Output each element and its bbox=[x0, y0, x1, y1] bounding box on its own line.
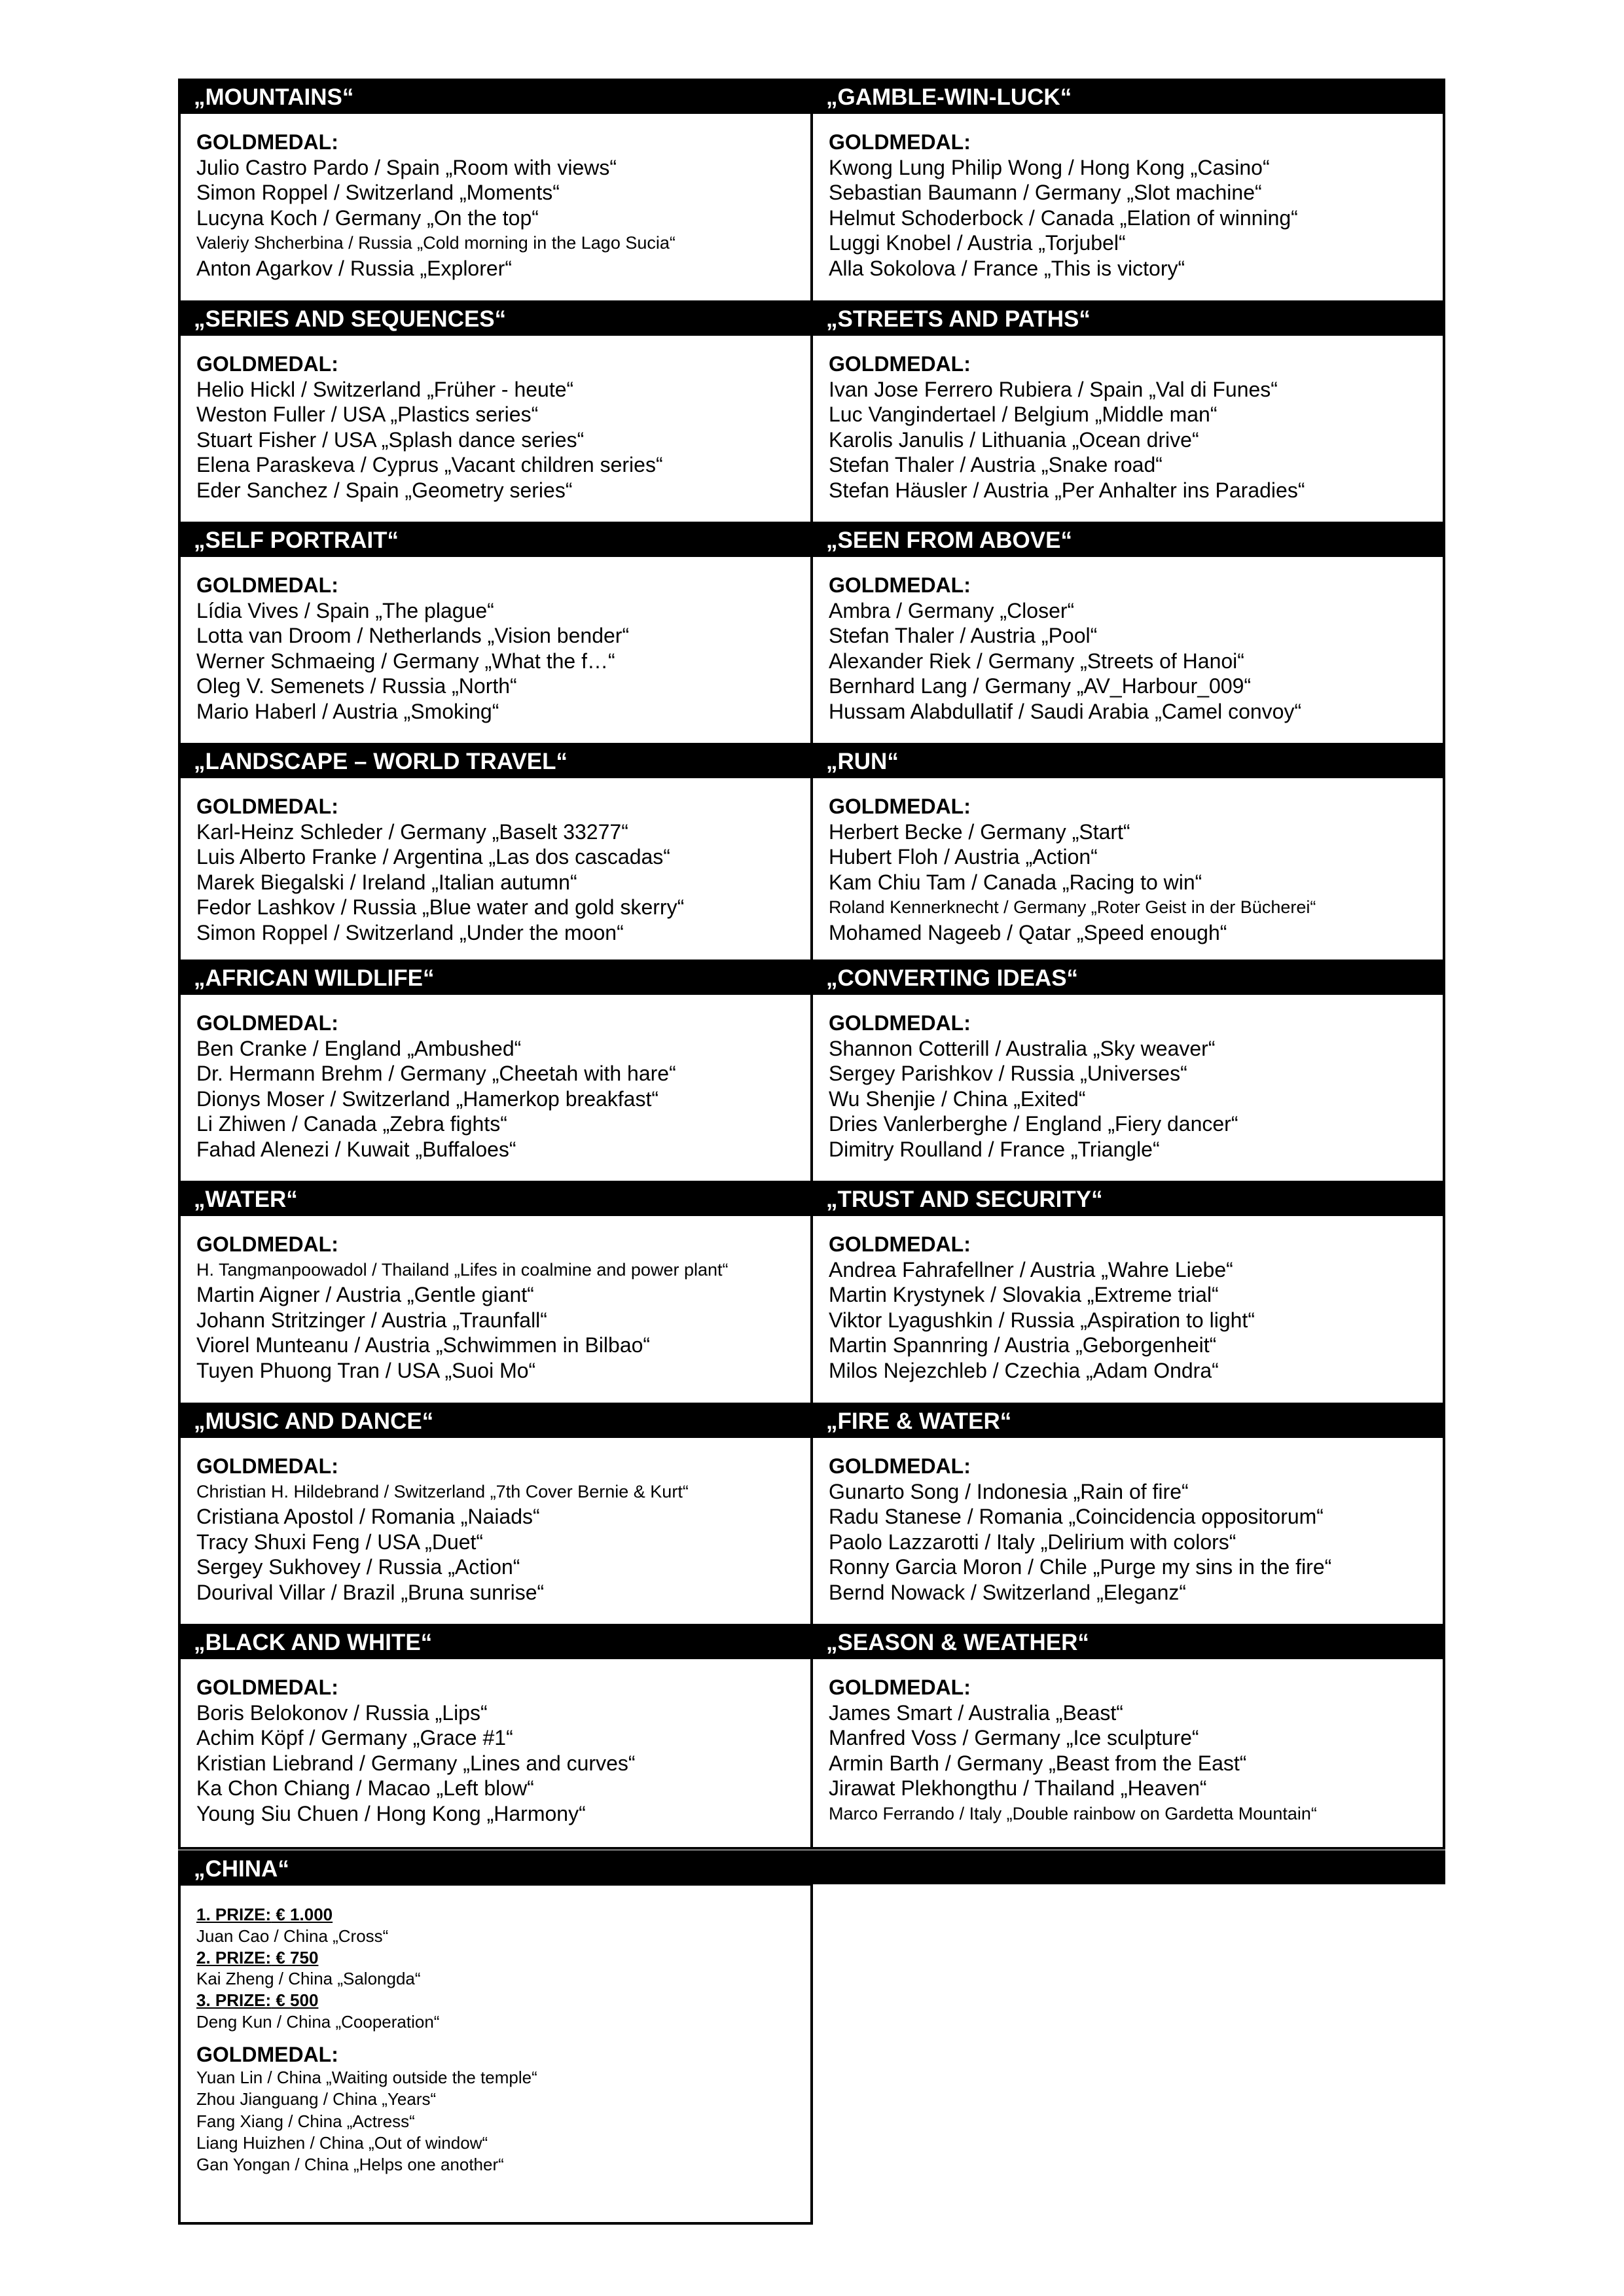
winner-entry: Tracy Shuxi Feng / USA „Duet“ bbox=[196, 1530, 484, 1554]
winner-entry: Lídia Vives / Spain „The plague“ bbox=[196, 598, 494, 622]
goldmedal-label: GOLDMEDAL: bbox=[829, 1011, 971, 1035]
winner-entry: Luggi Knobel / Austria „Torjubel“ bbox=[829, 231, 1126, 255]
goldmedal-label: GOLDMEDAL: bbox=[196, 2042, 338, 2066]
category-title: „RUN“ bbox=[813, 745, 1443, 778]
winner-list bbox=[196, 2067, 810, 2176]
category-card bbox=[810, 960, 1445, 1185]
goldmedal-label: GOLDMEDAL: bbox=[196, 573, 338, 597]
winner-entry: Li Zhiwen / Canada „Zebra fights“ bbox=[196, 1112, 507, 1136]
winner-entry: Alexander Riek / Germany „Streets of Hanoi“ bbox=[829, 649, 1244, 673]
winner-entry: Fang Xiang / China „Actress“ bbox=[196, 2111, 415, 2131]
winner-entry: Ambra / Germany „Closer“ bbox=[829, 598, 1075, 622]
category-china bbox=[178, 1850, 813, 2225]
winner-entry: Dourival Villar / Brazil „Bruna sunrise“ bbox=[196, 1580, 545, 1604]
winner-entry: Dimitry Roulland / France „Triangle“ bbox=[829, 1137, 1160, 1161]
category-body bbox=[813, 778, 1443, 946]
goldmedal-label: GOLDMEDAL: bbox=[196, 795, 338, 818]
winner-entry: Young Siu Chuen / Hong Kong „Harmony“ bbox=[196, 1801, 586, 1825]
winner-entry: Lotta van Droom / Netherlands „Vision bender“ bbox=[196, 624, 630, 648]
category-body bbox=[181, 1216, 810, 1384]
category-body bbox=[181, 557, 810, 725]
goldmedal-label: GOLDMEDAL: bbox=[196, 130, 338, 154]
category-body bbox=[181, 1659, 810, 1827]
category-body bbox=[813, 336, 1443, 503]
category-title: „WATER“ bbox=[181, 1183, 810, 1216]
category-body bbox=[813, 1659, 1443, 1827]
goldmedal-label: GOLDMEDAL: bbox=[196, 1454, 338, 1478]
winner-entry: Marco Ferrando / Italy „Double rainbow on Gardetta Mountain“ bbox=[829, 1803, 1317, 1823]
category-card bbox=[178, 960, 813, 1185]
prize-amount: € 750 bbox=[271, 1947, 319, 1967]
prize-label: 3. PRIZE: bbox=[196, 1990, 272, 2011]
winner-entry: Paolo Lazzarotti / Italy „Delirium with colors“ bbox=[829, 1530, 1236, 1554]
category-card bbox=[178, 300, 813, 526]
category-card bbox=[810, 743, 1445, 969]
category-title: „SELF PORTRAIT“ bbox=[181, 524, 810, 557]
winner-entry: Viktor Lyagushkin / Russia „Aspiration to light“ bbox=[829, 1308, 1255, 1332]
winner-entry: Jirawat Plekhongthu / Thailand „Heaven“ bbox=[829, 1776, 1207, 1801]
winner-entry: Julio Castro Pardo / Spain „Room with views“ bbox=[196, 155, 617, 179]
winner-entry: Elena Paraskeva / Cyprus „Vacant children series“ bbox=[196, 453, 663, 477]
winner-entry: Weston Fuller / USA „Plastics series“ bbox=[196, 403, 539, 427]
winner-entry: Karolis Janulis / Lithuania „Ocean drive“ bbox=[829, 427, 1199, 452]
goldmedal-label: GOLDMEDAL: bbox=[829, 130, 971, 154]
category-card bbox=[178, 1624, 813, 1850]
category-title: „SEASON & WEATHER“ bbox=[813, 1626, 1443, 1659]
category-title: „SEEN FROM ABOVE“ bbox=[813, 524, 1443, 557]
winner-entry: Kam Chiu Tam / Canada „Racing to win“ bbox=[829, 870, 1202, 894]
category-card bbox=[810, 1624, 1445, 1850]
winner-entry: Hussam Alabdullatif / Saudi Arabia „Camel convoy“ bbox=[829, 699, 1302, 723]
category-body bbox=[181, 336, 810, 503]
winner-entry: Stuart Fisher / USA „Splash dance series“ bbox=[196, 427, 585, 452]
winner-entry: Gan Yongan / China „Helps one another“ bbox=[196, 2155, 504, 2175]
prize-line bbox=[196, 1990, 810, 2011]
goldmedal-label: GOLDMEDAL: bbox=[829, 573, 971, 597]
category-body bbox=[181, 778, 810, 946]
winner-entry: Yuan Lin / China „Waiting outside the temple“ bbox=[196, 2067, 537, 2087]
category-title: „GAMBLE-WIN-LUCK“ bbox=[813, 81, 1443, 114]
category-title: „CHINA“ bbox=[181, 1853, 810, 1886]
goldmedal-label: GOLDMEDAL: bbox=[829, 352, 971, 376]
winner-entry: Fedor Lashkov / Russia „Blue water and gold skerry“ bbox=[196, 895, 685, 920]
winner-entry: Kristian Liebrand / Germany „Lines and curves“ bbox=[196, 1751, 636, 1775]
winner-entry: Ka Chon Chiang / Macao „Left blow“ bbox=[196, 1776, 534, 1801]
winner-entry: Radu Stanese / Romania „Coincidencia oppositorum“ bbox=[829, 1505, 1324, 1529]
category-body bbox=[813, 114, 1443, 281]
winner-entry: Dr. Hermann Brehm / Germany „Cheetah with hare“ bbox=[196, 1062, 676, 1086]
winner-entry: Martin Aigner / Austria „Gentle giant“ bbox=[196, 1283, 534, 1307]
winner-entry: Alla Sokolova / France „This is victory“ bbox=[829, 256, 1185, 280]
winner-entry: Milos Nejezchleb / Czechia „Adam Ondra“ bbox=[829, 1358, 1219, 1382]
category-title: „MOUNTAINS“ bbox=[181, 81, 810, 114]
category-title: „STREETS AND PATHS“ bbox=[813, 303, 1443, 336]
category-title: „FIRE & WATER“ bbox=[813, 1405, 1443, 1438]
goldmedal-label: GOLDMEDAL: bbox=[196, 1011, 338, 1035]
category-card bbox=[178, 1403, 813, 1628]
winner-entry: Mohamed Nageeb / Qatar „Speed enough“ bbox=[829, 920, 1227, 944]
category-body bbox=[813, 1438, 1443, 1605]
goldmedal-label: GOLDMEDAL: bbox=[196, 1676, 338, 1699]
winner-entry: Stefan Häusler / Austria „Per Anhalter ins Paradies“ bbox=[829, 478, 1305, 502]
goldmedal-label: GOLDMEDAL: bbox=[829, 795, 971, 818]
goldmedal-label: GOLDMEDAL: bbox=[196, 352, 338, 376]
winner-entry: Bernhard Lang / Germany „AV_Harbour_009“ bbox=[829, 674, 1252, 698]
category-title: „TRUST AND SECURITY“ bbox=[813, 1183, 1443, 1216]
category-card bbox=[810, 1181, 1445, 1407]
category-body bbox=[181, 114, 810, 281]
goldmedal-label: GOLDMEDAL: bbox=[829, 1676, 971, 1699]
winner-entry: Martin Krystynek / Slovakia „Extreme trial“ bbox=[829, 1283, 1219, 1307]
winner-entry: Sergey Sukhovey / Russia „Action“ bbox=[196, 1555, 520, 1579]
winner-entry: Zhou Jianguang / China „Years“ bbox=[196, 2089, 437, 2109]
winner-entry: Hubert Floh / Austria „Action“ bbox=[829, 845, 1098, 869]
winner-entry: Viorel Munteanu / Austria „Schwimmen in Bilbao“ bbox=[196, 1333, 651, 1357]
winner-entry: Sebastian Baumann / Germany „Slot machine“ bbox=[829, 181, 1262, 205]
winner-entry: Luis Alberto Franke / Argentina „Las dos cascadas“ bbox=[196, 845, 670, 869]
winner-entry: Dries Vanlerberghe / England „Fiery dancer“ bbox=[829, 1112, 1238, 1136]
category-title: „CONVERTING IDEAS“ bbox=[813, 962, 1443, 995]
winner-entry: Simon Roppel / Switzerland „Moments“ bbox=[196, 181, 560, 205]
winner-entry: H. Tangmanpoowadol / Thailand „Lifes in coalmine and power plant“ bbox=[196, 1259, 729, 1280]
winner-entry: Manfred Voss / Germany „Ice sculpture“ bbox=[829, 1726, 1199, 1750]
prize-amount: € 1.000 bbox=[271, 1905, 333, 1924]
winner-entry: Stefan Thaler / Austria „Snake road“ bbox=[829, 453, 1163, 477]
category-card bbox=[178, 522, 813, 747]
category-body bbox=[181, 1886, 810, 2176]
category-body bbox=[181, 1438, 810, 1605]
winner-entry: Marek Biegalski / Ireland „Italian autumn“ bbox=[196, 870, 577, 894]
category-card bbox=[178, 743, 813, 969]
prize-winner: Kai Zheng / China „Salongda“ bbox=[196, 1969, 421, 1989]
winner-entry: Andrea Fahrafellner / Austria „Wahre Liebe“ bbox=[829, 1257, 1233, 1282]
winner-entry: Simon Roppel / Switzerland „Under the moon“ bbox=[196, 920, 624, 944]
winner-entry: Helio Hickl / Switzerland „Früher - heute“ bbox=[196, 377, 574, 401]
winner-entry: Bernd Nowack / Switzerland „Eleganz“ bbox=[829, 1580, 1187, 1604]
winner-entry: Ivan Jose Ferrero Rubiera / Spain „Val di Funes“ bbox=[829, 377, 1278, 401]
winner-entry: James Smart / Australia „Beast“ bbox=[829, 1700, 1123, 1725]
winner-entry: Shannon Cotterill / Australia „Sky weaver“ bbox=[829, 1036, 1216, 1060]
winner-entry: Herbert Becke / Germany „Start“ bbox=[829, 819, 1130, 844]
winner-entry: Martin Spannring / Austria „Geborgenheit“ bbox=[829, 1333, 1217, 1357]
winner-entry: Liang Huizhen / China „Out of window“ bbox=[196, 2133, 488, 2153]
prize-amount: € 500 bbox=[271, 1990, 319, 2011]
prize-label: 2. PRIZE: bbox=[196, 1947, 272, 1967]
winner-entry: Cristiana Apostol / Romania „Naiads“ bbox=[196, 1505, 540, 1529]
prize-winner: Deng Kun / China „Cooperation“ bbox=[196, 2011, 440, 2032]
winner-entry: Mario Haberl / Austria „Smoking“ bbox=[196, 699, 499, 723]
goldmedal-label: GOLDMEDAL: bbox=[196, 1232, 338, 1256]
winner-entry: Christian H. Hildebrand / Switzerland „7th Cover Bernie & Kurt“ bbox=[196, 1481, 689, 1501]
winner-entry: Eder Sanchez / Spain „Geometry series“ bbox=[196, 478, 573, 502]
winner-entry: Sergey Parishkov / Russia „Universes“ bbox=[829, 1062, 1187, 1086]
category-card bbox=[810, 522, 1445, 747]
category-title: „LANDSCAPE – WORLD TRAVEL“ bbox=[181, 745, 810, 778]
prize-winner: Juan Cao / China „Cross“ bbox=[196, 1926, 389, 1946]
category-title: „AFRICAN WILDLIFE“ bbox=[181, 962, 810, 995]
prize-label: 1. PRIZE: bbox=[196, 1905, 272, 1924]
category-card bbox=[178, 1181, 813, 1407]
category-body bbox=[181, 995, 810, 1162]
winner-entry: Armin Barth / Germany „Beast from the East“ bbox=[829, 1751, 1247, 1775]
winner-entry: Ronny Garcia Moron / Chile „Purge my sins in the fire“ bbox=[829, 1555, 1332, 1579]
winner-entry: Luc Vangindertael / Belgium „Middle man“ bbox=[829, 403, 1218, 427]
winner-entry: Oleg V. Semenets / Russia „North“ bbox=[196, 674, 517, 698]
category-title: „BLACK AND WHITE“ bbox=[181, 1626, 810, 1659]
category-body bbox=[813, 995, 1443, 1162]
goldmedal-label: GOLDMEDAL: bbox=[829, 1232, 971, 1256]
category-body bbox=[813, 557, 1443, 725]
winner-entry: Boris Belokonov / Russia „Lips“ bbox=[196, 1700, 488, 1725]
winner-entry: Stefan Thaler / Austria „Pool“ bbox=[829, 624, 1098, 648]
empty-header-cell bbox=[810, 1850, 1445, 1884]
winner-entry: Werner Schmaeing / Germany „What the f…“ bbox=[196, 649, 615, 673]
category-body bbox=[813, 1216, 1443, 1384]
winner-entry: Kwong Lung Philip Wong / Hong Kong „Casino“ bbox=[829, 155, 1270, 179]
winner-entry: Anton Agarkov / Russia „Explorer“ bbox=[196, 256, 512, 280]
winner-entry: Tuyen Phuong Tran / USA „Suoi Mo“ bbox=[196, 1358, 536, 1382]
category-title: „SERIES AND SEQUENCES“ bbox=[181, 303, 810, 336]
category-card bbox=[178, 79, 813, 304]
prize-list bbox=[196, 1904, 810, 2033]
winner-entry: Dionys Moser / Switzerland „Hamerkop breakfast“ bbox=[196, 1086, 659, 1111]
category-card bbox=[810, 1403, 1445, 1628]
winner-entry: Johann Stritzinger / Austria „Traunfall“ bbox=[196, 1308, 547, 1332]
winner-entry: Roland Kennerknecht / Germany „Roter Geist in der Bücherei“ bbox=[829, 897, 1316, 918]
winner-entry: Wu Shenjie / China „Exited“ bbox=[829, 1086, 1086, 1111]
category-card bbox=[810, 300, 1445, 526]
winner-entry: Gunarto Song / Indonesia „Rain of fire“ bbox=[829, 1479, 1189, 1503]
prize-line bbox=[196, 1947, 810, 1969]
winner-entry: Achim Köpf / Germany „Grace #1“ bbox=[196, 1726, 513, 1750]
winner-entry: Helmut Schoderbock / Canada „Elation of winning“ bbox=[829, 206, 1298, 230]
winner-entry: Valeriy Shcherbina / Russia „Cold morning in the Lago Sucia“ bbox=[196, 233, 676, 253]
winner-entry: Fahad Alenezi / Kuwait „Buffaloes“ bbox=[196, 1137, 516, 1161]
goldmedal-label: GOLDMEDAL: bbox=[829, 1454, 971, 1478]
winner-entry: Lucyna Koch / Germany „On the top“ bbox=[196, 206, 539, 230]
prize-line bbox=[196, 1904, 810, 1926]
category-card bbox=[810, 79, 1445, 304]
winner-entry: Ben Cranke / England „Ambushed“ bbox=[196, 1036, 522, 1060]
winner-entry: Karl-Heinz Schleder / Germany „Baselt 33277“ bbox=[196, 819, 628, 844]
category-title: „MUSIC AND DANCE“ bbox=[181, 1405, 810, 1438]
